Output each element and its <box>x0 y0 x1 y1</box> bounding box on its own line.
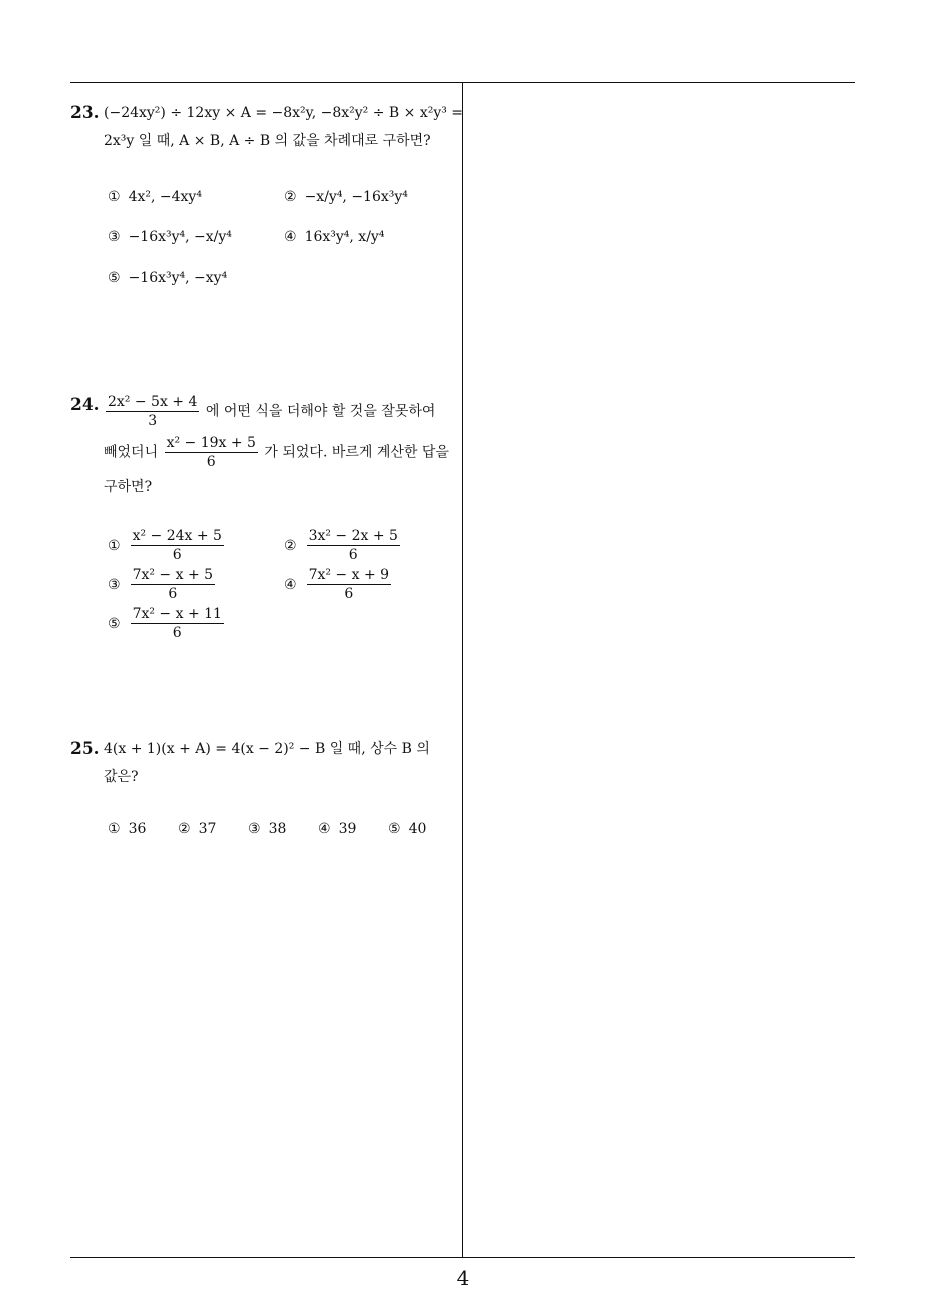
choice-1[interactable]: ① 4x², −4xy⁴ <box>108 189 202 205</box>
choice-3[interactable]: ③ $\frac{\text{7x² − x + 5}}{6}$ <box>108 567 214 602</box>
choice-2[interactable]: ② −x/y⁴, −16x³y⁴ <box>284 189 408 205</box>
choice-1[interactable]: ① $\frac{\text{x² − 24x + 5}}{6}$ <box>108 528 222 563</box>
choice-4[interactable]: ④ $\frac{\text{7x² − x + 9}}{6}$ <box>284 567 390 602</box>
bottom-rule <box>70 1257 855 1258</box>
choice-4[interactable]: ④ 16x³y⁴, x/y⁴ <box>284 229 385 245</box>
choice-2[interactable]: ② $\frac{\text{3x² − 2x + 5}}{6}$ <box>284 528 398 563</box>
question-24 <box>70 394 458 498</box>
question-text-line: 4(x + 1)(x + A) = 4(x − 2)² − B 일 때, 상수 B 의 <box>104 741 430 757</box>
choice-3[interactable]: ③ −16x³y⁴, −x/y⁴ <box>108 229 232 245</box>
choice-3[interactable]: ③ 38 <box>248 821 287 837</box>
question-text-line: (−24xy²) ÷ 12xy × A = −8x²y, −8x²y² ÷ B × x²y³ = <box>104 105 464 121</box>
column-divider <box>462 82 463 1258</box>
choice-5[interactable]: ⑤ −16x³y⁴, −xy⁴ <box>108 270 228 286</box>
choice-5[interactable]: ⑤ 40 <box>388 821 427 837</box>
question-text-line: 2x³y 일 때, A × B, A ÷ B 의 값을 차례대로 구하면? <box>104 133 431 149</box>
fraction: $\frac{\text{2x² − 5x + 4}}{3}$ <box>108 394 198 429</box>
question-number: 25. <box>70 739 100 759</box>
choice-5[interactable]: ⑤ $\frac{\text{7x² − x + 11}}{6}$ <box>108 606 222 641</box>
question-text-line: $\frac{\text{2x² − 5x + 4}}{3}$ 에 어떤 식을 더해야 할 것을 잘못하여 <box>108 394 436 429</box>
question-23 <box>70 102 464 152</box>
question-number: 23. <box>70 103 100 123</box>
question-text-line: 빼었더니 $\frac{\text{x² − 19x + 5}}{6}$ 가 되었다. 바르게 계산한 답을 <box>104 435 449 470</box>
choice-1[interactable]: ① 36 <box>108 821 147 837</box>
choice-2[interactable]: ② 37 <box>178 821 217 837</box>
fraction: $\frac{\text{x² − 19x + 5}}{6}$ <box>166 435 256 470</box>
page-number: 4 <box>456 1266 470 1290</box>
question-text-line: 구하면? <box>104 479 153 495</box>
question-number: 24. <box>70 395 100 415</box>
choice-4[interactable]: ④ 39 <box>318 821 357 837</box>
question-25 <box>70 738 458 788</box>
question-text-line: 값은? <box>104 769 139 785</box>
